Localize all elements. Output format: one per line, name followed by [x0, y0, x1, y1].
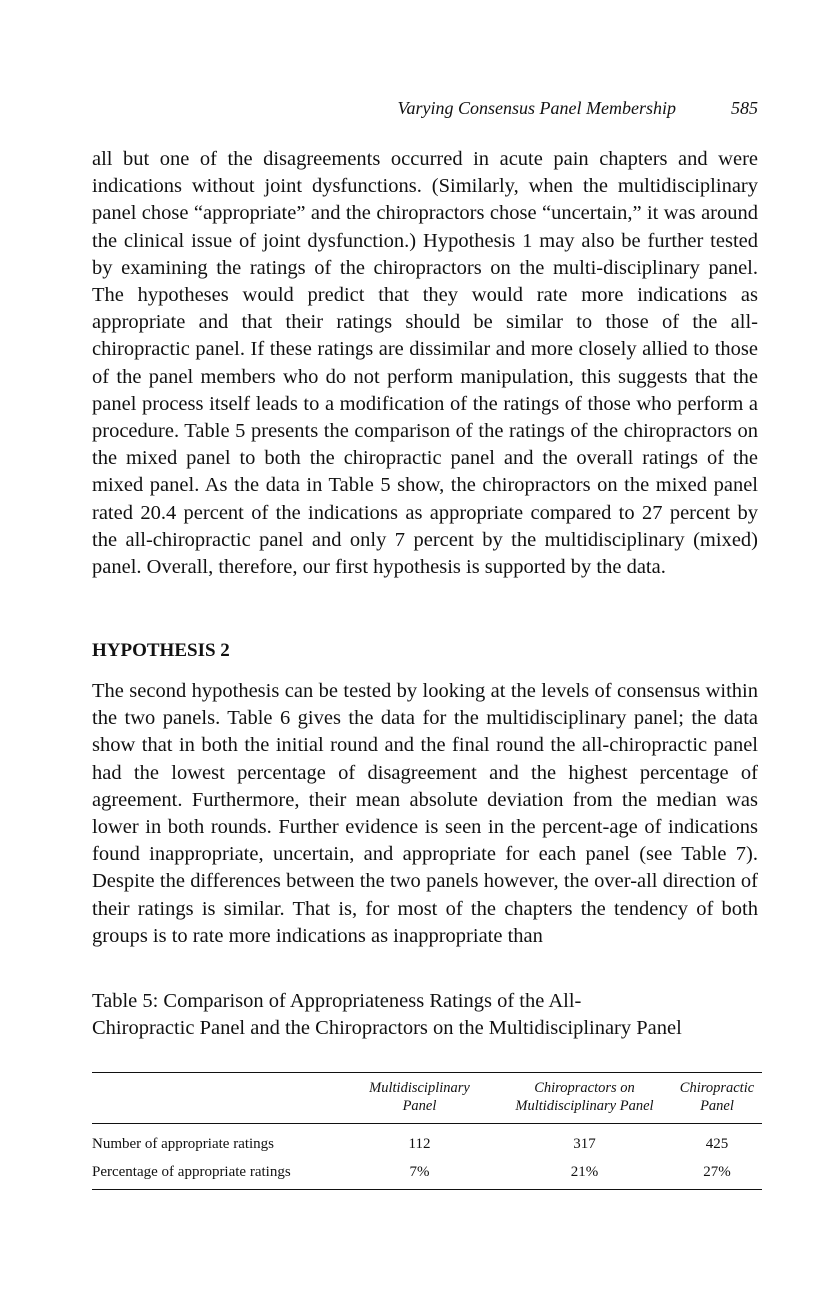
- table-cell: 317: [573, 1136, 596, 1152]
- body-paragraph: The second hypothesis can be tested by looking at the levels of consensus within the two panels. Table 6 gives the data for the multidisciplinary panel; the data show that in both the initial round and the final round the all-chiropractic panel had the lowest percentage of disagreement and the highest percentage of agreement. Furthermore, their mean absolute deviation from the median was lower in both rounds. Further evidence is seen in the percent-age of indications found inappropriate, uncertain, and appropriate for each panel (see Table 7). Despite the differences between the two panels however, the over-all direction of their ratings is similar. That is, for most of the chapters the tendency of both groups is to rate more indications as inappropriate than: [92, 680, 758, 947]
- table-cell: 425: [705, 1136, 729, 1152]
- table-header-row: [92, 1073, 762, 1124]
- table-caption: Table 5: Comparison of Appropriateness Ratings of the All-Chiropractic Panel and the Chiropractors on the Multidisciplinary Panel: [92, 990, 682, 1039]
- table-cell: 27%: [703, 1164, 731, 1180]
- column-header-line: Chiropractic: [679, 1080, 755, 1096]
- column-header: [342, 1073, 497, 1124]
- column-header-line: Panel: [700, 1098, 734, 1114]
- table-cell: 7%: [409, 1164, 430, 1180]
- column-header: [672, 1073, 762, 1124]
- column-header-line: Panel: [402, 1098, 437, 1114]
- table-row: [92, 1159, 762, 1190]
- row-label: Number of appropriate ratings: [92, 1136, 275, 1152]
- column-header-line: Multidisciplinary Panel: [515, 1098, 654, 1114]
- section-heading: HYPOTHESIS 2: [92, 640, 230, 661]
- table-header-blank: [92, 1073, 342, 1124]
- body-paragraph: all but one of the disagreements occurred in acute pain chapters and were indications without joint dysfunctions. (Similarly, when the multidisciplinary panel chose “appropriate” and the chiropractors chose “uncertain,” it was around the clinical issue of joint dysfunction.) Hypothesis 1 may also be further tested by examining the ratings of the chiropractors on the multi-disciplinary panel. The hypotheses would predict that they would rate more indications as appropriate and that their ratings should be similar to those of the all-chiropractic panel. If these ratings are dissimilar and more closely allied to those of the panel members who do not perform manipulation, this suggests that the panel process itself leads to a modification of the ratings of those who perform a procedure. Table 5 presents the comparison of the ratings of the chiropractors on the mixed panel to both the chiropractic panel and the overall ratings of the mixed panel. As the data in Table 5 show, the chiropractors on the mixed panel rated 20.4 percent of the indications as appropriate compared to 27 percent by the all-chiropractic panel and only 7 percent by the multidisciplinary (mixed) panel. Overall, therefore, our first hypothesis is supported by the data.: [92, 148, 758, 579]
- table-row: [92, 1124, 762, 1160]
- table-cell: 112: [408, 1136, 431, 1152]
- page-number: 585: [731, 98, 758, 118]
- data-table: [92, 1072, 762, 1190]
- column-header-line: Multidisciplinary: [369, 1080, 470, 1096]
- column-header-line: Chiropractors on: [534, 1080, 635, 1096]
- running-head: [92, 98, 758, 122]
- column-header: [497, 1073, 672, 1124]
- running-title: Varying Consensus Panel Membership: [397, 98, 676, 118]
- row-label: Percentage of appropriate ratings: [92, 1164, 291, 1180]
- table-cell: 21%: [570, 1164, 599, 1180]
